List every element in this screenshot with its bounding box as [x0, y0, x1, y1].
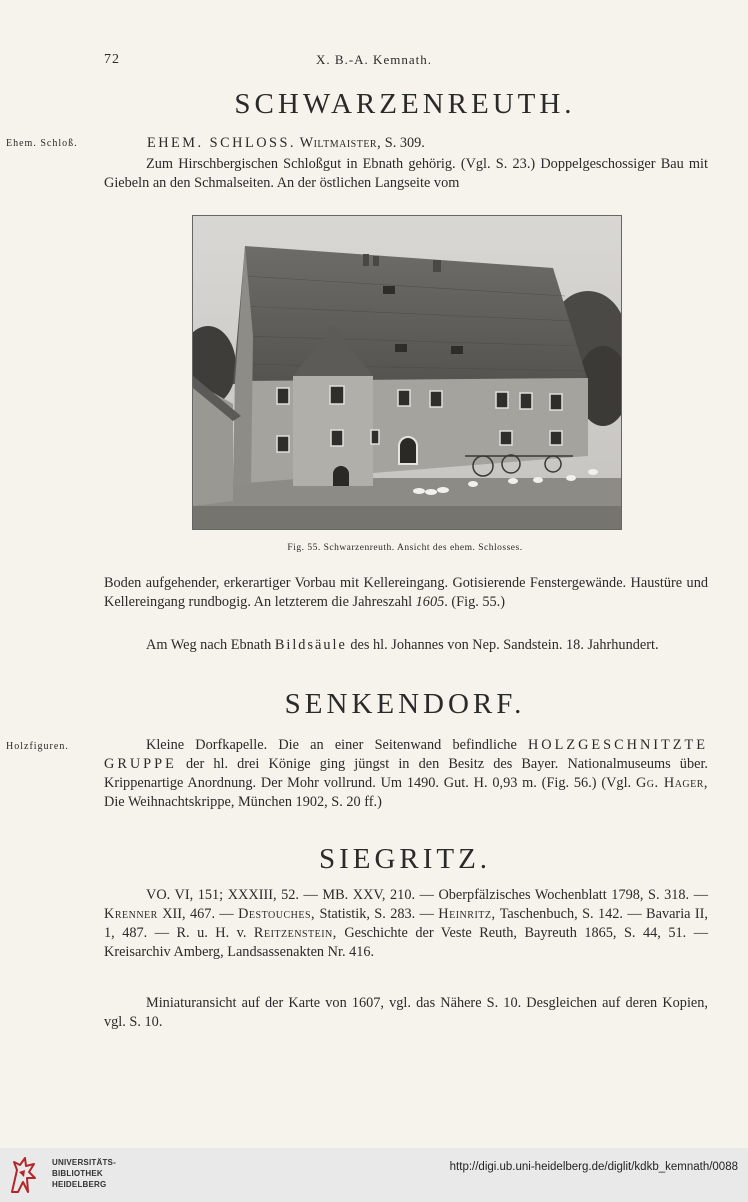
margin-note-holzfiguren: Holzfiguren. — [6, 741, 69, 752]
literature-text: VO. VI, 151; XXXIII, 52. — MB. XXV, 210. — Oberpfälzisches Wochenblatt 1798, S. 318. — — [146, 887, 708, 903]
author-reitzenstein: Reitzenstein, — [253, 925, 337, 941]
entry-lead: EHEM. SCHLOSS. — [147, 135, 296, 151]
paragraph-text: Am Weg nach Ebnath — [146, 637, 275, 653]
paragraph-text: Die Weihnachtskrippe, München 1902, S. 20 ff.) — [104, 794, 382, 810]
paragraph-senkendorf — [104, 736, 708, 812]
literature-text: Statistik, S. 283. — — [315, 906, 439, 922]
library-line-2: BIBLIOTHEK — [52, 1169, 103, 1178]
library-line-3: HEIDELBERG — [52, 1180, 107, 1189]
library-line-1: UNIVERSITÄTS- — [52, 1158, 116, 1167]
author-destouches: Destouches, — [238, 906, 316, 922]
literature-text: Geschichte der Veste Reuth, Bayreuth 1865, S. 44, 51. — Kreisarchiv Amberg, Landsassenakten Nr. 416. — [104, 925, 708, 960]
figure-reference: . (Fig. 55.) — [444, 594, 506, 610]
margin-note-ehem-schloss: Ehem. Schloß. — [6, 138, 78, 149]
paragraph-schwarzenreuth-3 — [104, 636, 708, 655]
paragraph-schwarzenreuth-1: Zum Hirschbergischen Schloßgut in Ebnath gehörig. (Vgl. S. 23.) Doppelgeschossiger Bau mit Giebeln an den Schmalseiten. An der östlichen Langseite vom — [104, 156, 708, 191]
keyword-bildsaeule: Bildsäule — [274, 637, 347, 653]
paragraph-text: Boden aufgehender, erkerartiger Vorbau mit Kellereingang. Gotisierende Fenstergewände. Haustüre und Kellereingang rundbogig. An letzterem die Jahreszahl — [104, 575, 708, 610]
running-title: X. B.-A. Kemnath. — [316, 52, 432, 67]
paragraph-text: des hl. Johannes von Nep. Sandstein. 18. Jahrhundert. — [346, 637, 659, 653]
entry-heading — [147, 134, 708, 153]
paragraph-text: der hl. drei Könige ging jüngst in den Besitz des Bayer. Nationalmuseums über. Krippenartige Anordnung. Der Mohr vollrund. Um 1490. Gut. H. 0,93 m. (Fig. 56.) (Vgl. — [104, 756, 708, 791]
section-title-schwarzenreuth: SCHWARZENREUTH. — [234, 88, 576, 120]
reference-author: Gg. Hager, — [635, 775, 708, 791]
figure-schloss-photo — [192, 215, 622, 530]
author-heinritz: Heinritz, — [438, 906, 496, 922]
figure-caption: Fig. 55. Schwarzenreuth. Ansicht des ehem. Schlosses. — [287, 543, 523, 553]
section-title-siegritz: SIEGRITZ. — [318, 843, 492, 875]
section-title-senkendorf: SENKENDORF. — [284, 688, 526, 720]
reference-author: Wiltmaister, — [299, 135, 382, 151]
literature-siegritz — [104, 886, 708, 962]
university-library-logo[interactable] — [8, 1156, 116, 1199]
paragraph-schwarzenreuth-2 — [104, 574, 708, 612]
reference-page: S. 309. — [381, 135, 425, 151]
paragraph-text: Kleine Dorfkapelle. Die an einer Seitenwand befindliche — [146, 737, 528, 753]
permalink-url[interactable]: http://digi.ub.uni-heidelberg.de/diglit/kdkb_kemnath/0088 — [449, 1161, 738, 1173]
library-name — [52, 1157, 116, 1190]
keyword-holzgeschnitzte-gruppe: HOLZGESCHNITZTE GRUPPE — [104, 737, 708, 772]
digitization-footer — [0, 1148, 748, 1202]
literature-text: Taschenbuch, S. 142. — Bavaria II, 1, 487. — R. u. H. v. — [104, 906, 708, 941]
page-number: 72 — [104, 52, 120, 67]
heidelberg-lion-logo-icon — [8, 1156, 38, 1194]
schloss-illustration — [193, 216, 622, 530]
literature-text: XII, 467. — — [157, 906, 239, 922]
paragraph-siegritz: Miniaturansicht auf der Karte von 1607, vgl. das Nähere S. 10. Desgleichen auf deren Kopien, vgl. S. 10. — [104, 995, 708, 1030]
year-1605: 1605 — [415, 594, 445, 610]
author-krenner: Krenner — [104, 906, 158, 922]
